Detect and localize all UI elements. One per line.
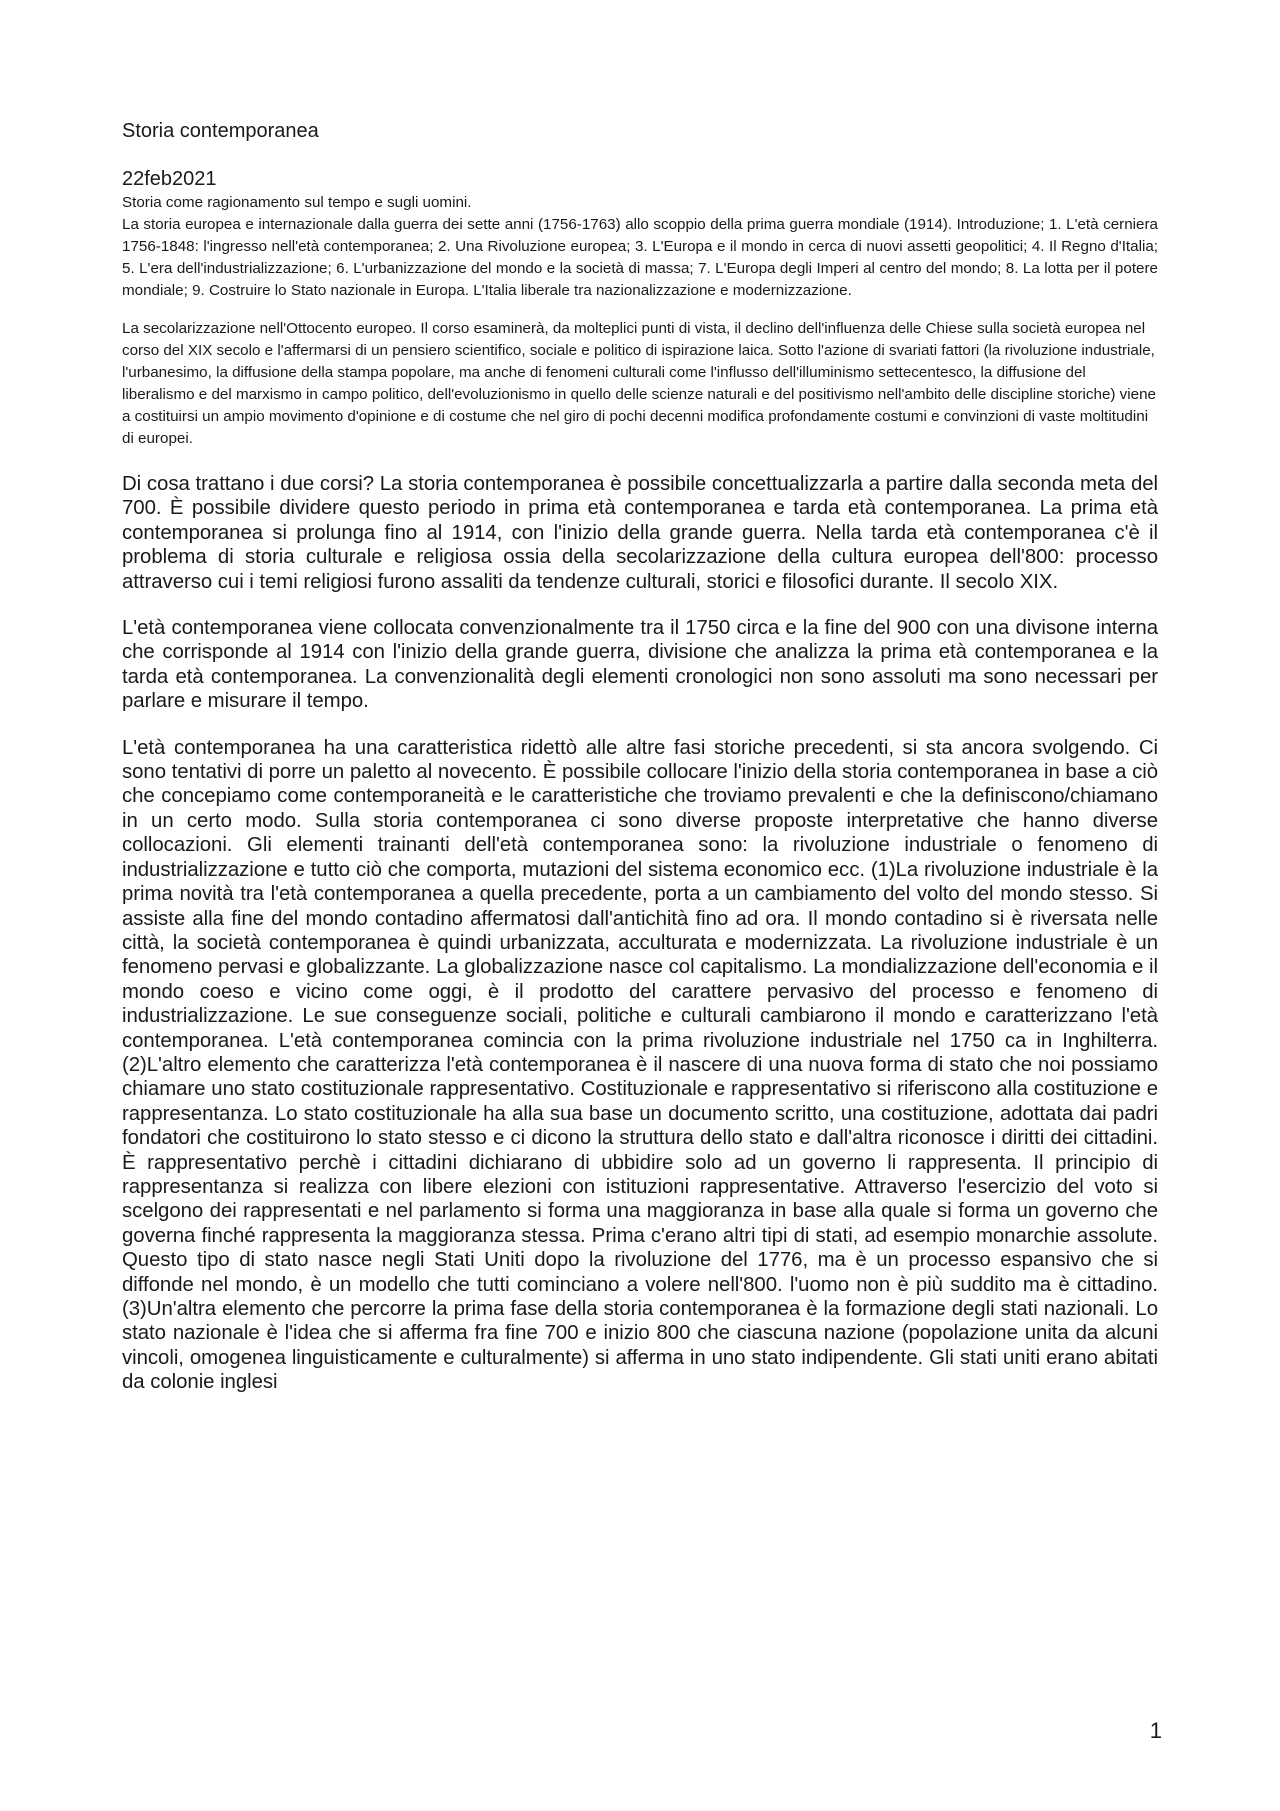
intro-line: Storia come ragionamento sul tempo e sugli uomini. [122, 194, 472, 211]
body-paragraph: Di cosa trattano i due corsi? La storia contemporanea è possibile concettualizzarla a partire dalla seconda meta del 700. È possibile dividere questo periodo in prima età contemporanea e tarda età contemporanea. La prima età contemporanea si prolunga fino al 1914, con l'inizio della grande guerra. Nella tarda età contemporanea c'è il problema di storia culturale e religiosa ossia della secolarizzazione della cultura europea dell'800: processo attraverso cui i temi religiosi furono assaliti da tendenze culturali, storici e filosofici durante. Il secolo XIX. [122, 473, 1158, 593]
document-page [122, 118, 1158, 1395]
secularization-description: La secolarizzazione nell'Ottocento europeo. Il corso esaminerà, da molteplici punti di vista, il declino dell'influenza delle Chiese sulla società europea nel corso del XIX secolo e l'affermarsi di un pensiero scientifico, sociale e politico di ispirazione laica. Sotto l'azione di svariati fattori (la rivoluzione industriale, l'urbanesimo, la diffusione della stampa popolare, ma anche di fenomeni culturali come l'influsso dell'illuminismo settecentesco, la diffusione del liberalismo e del marxismo in campo politico, dell'evoluzionismo in quello delle scienze naturali e del positivismo nell'ambito delle discipline storiche) viene a costituirsi un ampio movimento d'opinione e di costume che nel giro di pochi decenni modifica profondamente costumi e convinzioni di vaste moltitudini di europei. [122, 320, 1156, 447]
document-title: Storia contemporanea [122, 120, 319, 142]
lecture-date: 22feb2021 [122, 168, 217, 190]
spacer [122, 450, 1158, 472]
spacer [122, 302, 1158, 318]
body-paragraph: L'età contemporanea viene collocata convenzionalmente tra il 1750 circa e la fine del 900 con una divisone interna che corrisponde al 1914 con l'inizio della grande guerra, divisione che analizza la prima età contemporanea e la tarda età contemporanea. La convenzionalità degli elementi cronologici non sono assoluti ma sono necessari per parlare e misurare il tempo. [122, 617, 1158, 713]
page-number: 1 [1149, 1718, 1162, 1743]
course-outline: La storia europea e internazionale dalla guerra dei sette anni (1756-1763) allo scoppio della prima guerra mondiale (1914). Introduzione; 1. L'età cerniera 1756-1848: l'ingresso nell'età contemporanea; 2. Una Rivoluzione europea; 3. L'Europa e il mondo in cerca di nuovi assetti geopolitici; 4. Il Regno d'Italia; 5. L'era dell'industrializzazione; 6. L'urbanizzazione del mondo e la società di massa; 7. L'Europa degli Imperi al centro del mondo; 8. La lotta per il potere mondiale; 9. Costruire lo Stato nazionale in Europa. L'Italia liberale tra nazionalizzazione e modernizzazione. [122, 216, 1158, 299]
spacer [122, 714, 1158, 736]
body-paragraph: L'età contemporanea ha una caratteristica ridettò alle altre fasi storiche precedenti, si sta ancora svolgendo. Ci sono tentativi di porre un paletto al novecento. È possibile collocare l'inizio della storia contemporanea in base a ciò che concepiamo come contemporaneità e le caratteristiche che troviamo prevalenti e che la definiscono/chiamano in un certo modo. Sulla storia contemporanea ci sono diverse proposte interpretative che hanno diverse collocazioni. Gli elementi trainanti dell'età contemporanea sono: la rivoluzione industriale o fenomeno di industrializzazione e tutto ciò che comporta, mutazioni del sistema economico ecc. (1)La rivoluzione industriale è la prima novità tra l'età contemporanea a quella precedente, porta a un cambiamento del volto del mondo stesso. Si assiste alla fine del mondo contadino affermatosi dall'antichità fino ad ora. Il mondo contadino si è riversata nelle città, la società contemporanea è quindi urbanizzata, acculturata e modernizzata. La rivoluzione industriale è un fenomeno pervasi e globalizzante. La globalizzazione nasce col capitalismo. La mondializzazione dell'economia e il mondo coeso e vicino come oggi, è il prodotto del carattere pervasivo del processo e fenomeno di industrializzazione. Le sue conseguenze sociali, politiche e culturali cambiarono il mondo e caratterizzano l'età contemporanea. L'età contemporanea comincia con la prima rivoluzione industriale nel 1750 ca in Inghilterra. (2)L'altro elemento che caratterizza l'età contemporanea è il nascere di una nuova forma di stato che noi possiamo chiamare uno stato costituzionale rappresentativo. Costituzionale e rappresentativo si riferiscono alla costituzione e rappresentanza. Lo stato costituzionale ha alla sua base un documento scritto, una costituzione, adottata dai padri fondatori che costituirono lo stato stesso e ci dicono la struttura dello stato e dall'altra riconosce i diritti dei cittadini. È rappresentativo perchè i cittadini dichiarano di ubbidire solo ad un governo li rappresenta. Il principio di rappresentanza si realizza con libere elezioni con istituzioni rappresentative. Attraverso l'esercizio del voto si scelgono dei rappresentati e nel parlamento si forma una maggioranza in base alla quale si forma un governo che governa finché rappresenta la maggioranza stessa. Prima c'erano altri tipi di stati, ad esempio monarchie assolute. Questo tipo di stato nasce negli Stati Uniti dopo la rivoluzione del 1776, ma è un processo espansivo che si diffonde nel mondo, è un modello che tutti cominciano a volere nell'800. l'uomo non è più suddito ma è cittadino. (3)Un'altra elemento che percorre la prima fase della storia contemporanea è la formazione degli stati nazionali. Lo stato nazionale è l'idea che si afferma fra fine 700 e inizio 800 che ciascuna nazione (popolazione unita da alcuni vincoli, omogenea linguisticamente e culturalmente) si afferma in uno stato indipendente. Gli stati uniti erano abitati da colonie inglesi [122, 736, 1158, 1394]
spacer [122, 594, 1158, 616]
